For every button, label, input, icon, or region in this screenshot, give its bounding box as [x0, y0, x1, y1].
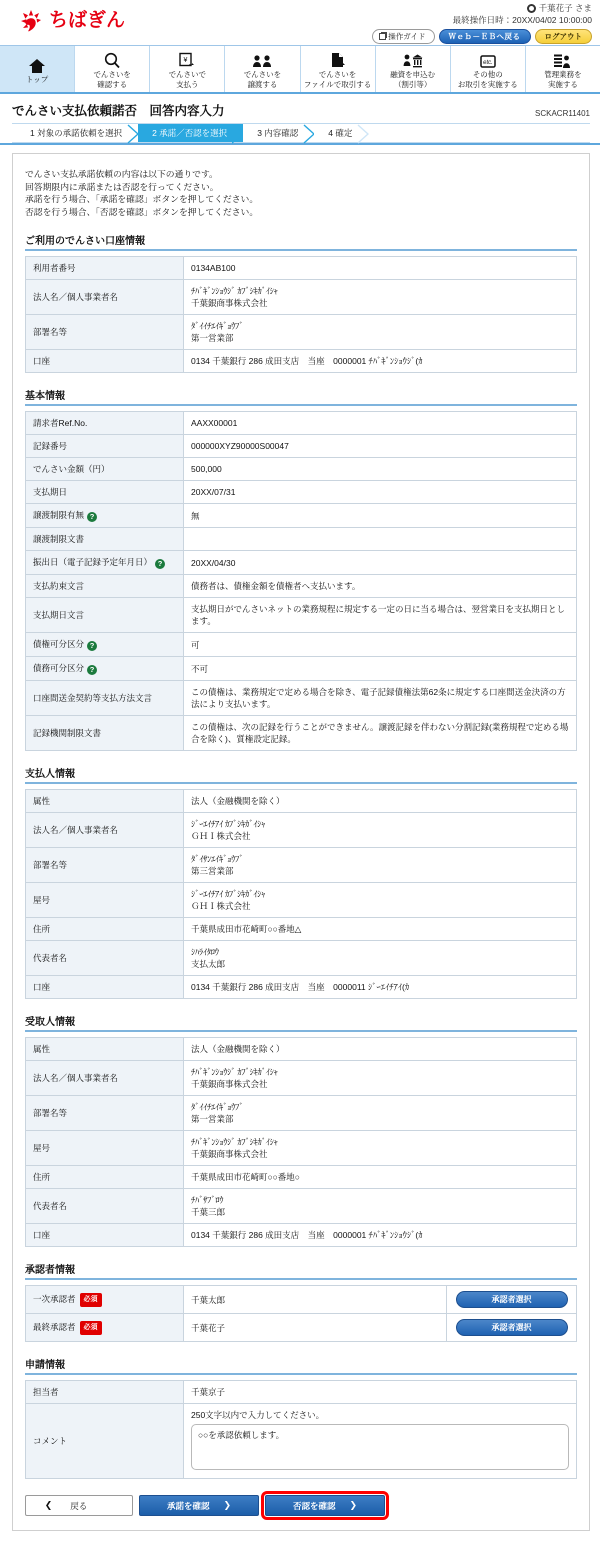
table-account-info	[25, 256, 577, 373]
user-info	[372, 3, 592, 14]
table-row	[26, 1286, 577, 1314]
chevron-right-icon: ❯	[223, 1500, 232, 1510]
table-row	[26, 551, 577, 575]
table-row	[26, 575, 577, 598]
chibagin-flower-logo-icon	[18, 8, 44, 34]
step-3-label: 3 内容確認	[257, 128, 299, 138]
row-value-kana: ﾀﾞｲｲﾁｴｲｷﾞｮｳﾌﾞ	[191, 1102, 244, 1112]
row-value	[184, 848, 577, 883]
row-action	[447, 1314, 577, 1342]
row-value: 債務者は、債権金額を債権者へ支払います。	[184, 575, 577, 598]
row-value: 500,000	[184, 458, 577, 481]
nav-item-top[interactable]	[0, 46, 75, 92]
row-value	[184, 315, 577, 350]
row-label: 振出日（電子記録予定年月日） ?	[26, 551, 184, 575]
row-label: 法人名／個人事業者名	[26, 1061, 184, 1096]
step-3	[243, 124, 314, 142]
step-filler	[368, 124, 590, 142]
row-value	[184, 941, 577, 976]
help-icon[interactable]: ?	[87, 641, 97, 651]
row-label: 支払期日文言	[26, 598, 184, 633]
user-name: 千葉花子 さま	[538, 3, 592, 13]
row-value: 無	[184, 504, 577, 528]
transfer-people-icon	[252, 52, 272, 69]
section-title-application: 申請情報	[25, 1356, 577, 1375]
row-value-kana: ｼﾊﾗｲﾀﾛｳ	[191, 947, 219, 957]
row-value: 可	[184, 633, 577, 657]
row-label: 部署名等	[26, 848, 184, 883]
row-value: 千葉花子	[184, 1314, 447, 1342]
row-value: この債権は、業務規定で定める場合を除き、電子記録債権法第62条に規定する口座間送金決済の方法により支払います。	[184, 681, 577, 716]
bank-icon	[403, 52, 423, 69]
row-value: 千葉太郎	[184, 1286, 447, 1314]
row-label: 最終承認者 必須	[26, 1314, 184, 1342]
title-bar	[0, 94, 600, 123]
row-label: 債権可分区分 ?	[26, 633, 184, 657]
nav-label-confirm-densai: でんさいを 確認する	[93, 70, 131, 89]
table-row	[26, 350, 577, 373]
section-title-basic: 基本情報	[25, 387, 577, 406]
section-title-account: ご利用のでんさい口座情報	[25, 232, 577, 251]
row-label: 記録機関制限文書	[26, 716, 184, 751]
row-value: 0134AB100	[184, 257, 577, 280]
row-label: 口座	[26, 976, 184, 999]
header-right	[372, 3, 592, 44]
table-row	[26, 504, 577, 528]
web-eb-back-button[interactable]: Ｗｅｂ－ＥＢへ戻る	[439, 29, 531, 44]
table-row	[26, 598, 577, 633]
table-row	[26, 976, 577, 999]
row-value-kana: ﾀﾞｲｻﾝｴｲｷﾞｮｳﾌﾞ	[191, 854, 244, 864]
etc-icon	[479, 52, 497, 69]
table-row	[26, 1166, 577, 1189]
step-4	[314, 124, 368, 142]
row-value: AAXX00001	[184, 412, 577, 435]
row-label: 部署名等	[26, 1096, 184, 1131]
row-value	[184, 1131, 577, 1166]
bank-logo[interactable]	[18, 8, 125, 34]
row-label: 属性	[26, 790, 184, 813]
row-value-name: 千葉銀商事株式会社	[191, 1149, 268, 1159]
table-row	[26, 918, 577, 941]
nav-item-other-transactions[interactable]	[451, 46, 526, 92]
row-label: 属性	[26, 1038, 184, 1061]
table-payee-info	[25, 1037, 577, 1247]
row-label: 住所	[26, 1166, 184, 1189]
row-value-name: 千葉銀商事株式会社	[191, 1079, 268, 1089]
table-row	[26, 848, 577, 883]
table-row	[26, 528, 577, 551]
step-indicator	[0, 123, 600, 145]
row-value-kana: ﾁﾊﾞｻﾌﾞﾛｳ	[191, 1195, 224, 1205]
row-label: 譲渡制限有無 ?	[26, 504, 184, 528]
row-value: 千葉県成田市花崎町○○番地○	[184, 1166, 577, 1189]
row-value: 0134 千葉銀行 286 成田支店 当座 0000011 ｼﾞｰｴｲﾁｱｲ(ｶ	[184, 976, 577, 999]
row-value	[184, 1061, 577, 1096]
table-row	[26, 1131, 577, 1166]
chevron-right-icon: ❯	[349, 1500, 358, 1510]
nav-label-admin: 管理業務を 実施する	[544, 70, 582, 89]
table-row	[26, 813, 577, 848]
logo-text: ちばぎん	[49, 10, 126, 31]
row-value-kana: ﾁﾊﾞｷﾞﾝｼｮｳｼﾞ ｶﾌﾞｼｷｶﾞｲｼｬ	[191, 286, 278, 296]
row-label: 代表者名	[26, 1189, 184, 1224]
nav-item-loan-application[interactable]	[376, 46, 451, 92]
row-value	[184, 883, 577, 918]
row-label: 住所	[26, 918, 184, 941]
search-icon	[103, 52, 121, 69]
row-value	[184, 1096, 577, 1131]
back-label: 戻る	[70, 1500, 88, 1511]
row-value-name: 第三営業部	[191, 866, 234, 876]
table-row	[26, 633, 577, 657]
footer-actions	[25, 1495, 577, 1516]
row-value: 000000XYZ90000S00047	[184, 435, 577, 458]
row-value: 法人（金融機関を除く）	[184, 1038, 577, 1061]
row-value-name: 第一営業部	[191, 333, 234, 343]
row-label: 部署名等	[26, 315, 184, 350]
table-row	[26, 1314, 577, 1342]
row-value-name: ＧＨＩ株式会社	[191, 901, 251, 911]
row-label: 口座	[26, 350, 184, 373]
page-header	[0, 0, 600, 45]
table-row	[26, 681, 577, 716]
row-label: 口座	[26, 1224, 184, 1247]
row-value-kana: ｼﾞｰｴｲﾁｱｲ ｶﾌﾞｼｷｶﾞｲｼｬ	[191, 819, 266, 829]
table-row	[26, 941, 577, 976]
row-label: 譲渡制限文書	[26, 528, 184, 551]
table-row	[26, 1038, 577, 1061]
row-label: 一次承認者 必須	[26, 1286, 184, 1314]
table-row	[26, 1096, 577, 1131]
row-value: この債権は、次の記録を行うことができません。譲渡記録を伴わない分割記録(業務規程で定める場合を除く)、質権設定記録。	[184, 716, 577, 751]
lead-line-2: 回答期限内に承諾または否認を行ってください。	[25, 181, 219, 192]
row-value-kana: ﾁﾊﾞｷﾞﾝｼｮｳｼﾞ ｶﾌﾞｼｷｶﾞｲｼｬ	[191, 1067, 278, 1077]
table-row	[26, 790, 577, 813]
row-value	[184, 813, 577, 848]
row-label: コメント	[26, 1404, 184, 1479]
row-label: 支払約束文言	[26, 575, 184, 598]
confirm-deny-button[interactable]	[265, 1495, 385, 1516]
page-title: でんさい支払依頼諾否 回答内容入力	[12, 104, 225, 118]
lead-line-3: 承諾を行う場合、「承諾を確認」ボタンを押してください。	[25, 194, 259, 204]
header-buttons	[372, 29, 592, 44]
table-row	[26, 1404, 577, 1479]
global-navigation	[0, 45, 600, 94]
table-row	[26, 883, 577, 918]
deny-label: 否認を確認	[292, 1500, 336, 1511]
row-label: 代表者名	[26, 941, 184, 976]
step-1	[12, 124, 138, 142]
table-row	[26, 1381, 577, 1404]
table-row	[26, 315, 577, 350]
svg-text:etc.: etc.	[482, 60, 493, 66]
logout-button[interactable]: ログアウト	[535, 29, 593, 44]
table-row	[26, 657, 577, 681]
row-label: 記録番号	[26, 435, 184, 458]
step-arrow-4-icon	[357, 124, 369, 142]
table-row	[26, 1061, 577, 1096]
table-basic-info	[25, 411, 577, 751]
chevron-left-icon: ❮	[44, 1500, 53, 1510]
row-label: 利用者番号	[26, 257, 184, 280]
row-value-name: 千葉三郎	[191, 1207, 226, 1217]
nav-item-pay-densai[interactable]	[150, 46, 225, 92]
home-icon	[28, 57, 46, 74]
help-icon[interactable]: ?	[155, 559, 165, 569]
nav-label-other-transactions: その他の お取引を実施する	[457, 70, 518, 89]
step-2	[138, 124, 243, 142]
table-row	[26, 412, 577, 435]
nav-item-file-transaction[interactable]	[301, 46, 376, 92]
row-value	[184, 1189, 577, 1224]
table-row	[26, 716, 577, 751]
operation-guide-button[interactable]	[372, 29, 434, 44]
nav-item-confirm-densai[interactable]	[75, 46, 150, 92]
row-label: 担当者	[26, 1381, 184, 1404]
external-link-icon	[379, 33, 386, 40]
confirm-approve-button[interactable]	[139, 1495, 259, 1516]
row-value-name: ＧＨＩ株式会社	[191, 831, 251, 841]
table-row	[26, 1224, 577, 1247]
screen-id: SCKACR11401	[535, 109, 590, 118]
lead-line-1: でんさい支払承諾依頼の内容は以下の通りです。	[25, 169, 218, 179]
comment-input[interactable]	[191, 1424, 569, 1470]
file-icon	[329, 52, 347, 69]
pay-icon	[178, 52, 196, 69]
row-value: 支払期日がでんさいネットの業務規程に規定する一定の日に当る場合は、翌営業日を支払期日とします。	[184, 598, 577, 633]
help-icon[interactable]: ?	[87, 665, 97, 675]
table-application-info	[25, 1380, 577, 1479]
operation-guide-label: 操作ガイド	[388, 32, 426, 41]
row-value-name: 第一営業部	[191, 1114, 234, 1124]
step-2-label: 2 承諾／否認を選択	[152, 128, 228, 138]
main-content	[12, 153, 590, 1531]
nav-item-transfer-densai[interactable]	[225, 46, 300, 92]
section-title-payee: 受取人情報	[25, 1013, 577, 1032]
row-value: 0134 千葉銀行 286 成田支店 当座 0000001 ﾁﾊﾞｷﾞﾝｼｮｳｼﾞ(ｶ	[184, 1224, 577, 1247]
table-row	[26, 1189, 577, 1224]
lead-text	[25, 168, 577, 218]
row-value-kana: ﾁﾊﾞｷﾞﾝｼｮｳｼﾞ ｶﾌﾞｼｷｶﾞｲｼｬ	[191, 1137, 278, 1147]
comment-hint: 250文字以内で入力してください。	[191, 1410, 325, 1420]
row-value: 20XX/04/30	[184, 551, 577, 575]
row-value-kana: ﾀﾞｲｲﾁｴｲｷﾞｮｳﾌﾞ	[191, 321, 244, 331]
row-label: 支払期日	[26, 481, 184, 504]
user-avatar-icon	[527, 4, 536, 13]
table-row	[26, 257, 577, 280]
step-4-label: 4 確定	[328, 128, 353, 138]
row-value-name: 千葉銀商事株式会社	[191, 298, 268, 308]
row-label: 屋号	[26, 1131, 184, 1166]
row-value: 不可	[184, 657, 577, 681]
table-payer-info	[25, 789, 577, 999]
table-row	[26, 458, 577, 481]
row-label: 請求者Ref.No.	[26, 412, 184, 435]
row-value	[184, 1404, 577, 1479]
section-title-approver: 承認者情報	[25, 1261, 577, 1280]
row-value: 20XX/07/31	[184, 481, 577, 504]
back-button[interactable]	[25, 1495, 133, 1516]
row-label: 債務可分区分 ?	[26, 657, 184, 681]
approve-label: 承諾を確認	[166, 1500, 210, 1511]
row-value	[184, 280, 577, 315]
table-row	[26, 280, 577, 315]
nav-item-admin[interactable]	[526, 46, 600, 92]
row-label: でんさい金額（円）	[26, 458, 184, 481]
table-row	[26, 481, 577, 504]
nav-label-pay-densai: でんさいで 支払う	[168, 70, 207, 89]
nav-label-loan-application: 融資を申込む （割引等）	[390, 70, 436, 89]
section-title-payer: 支払人情報	[25, 765, 577, 784]
nav-label-transfer-densai: でんさいを 譲渡する	[243, 70, 282, 89]
table-row	[26, 435, 577, 458]
nav-label-top: トップ	[25, 74, 49, 84]
required-badge: 必須	[80, 1293, 102, 1307]
row-value: 0134 千葉銀行 286 成田支店 当座 0000001 ﾁﾊﾞｷﾞﾝｼｮｳｼﾞ(ｶ	[184, 350, 577, 373]
row-label: 屋号	[26, 883, 184, 918]
row-value-name: 支払太郎	[191, 959, 226, 969]
row-label: 口座間送金契約等支払方法文言	[26, 681, 184, 716]
help-icon[interactable]: ?	[87, 512, 97, 522]
select-first-approver-button[interactable]: 承認者選択	[456, 1291, 568, 1308]
row-action	[447, 1286, 577, 1314]
row-value: 千葉県成田市花崎町○○番地△	[184, 918, 577, 941]
nav-label-file-transaction: でんさいを ファイルで取引する	[303, 70, 372, 89]
row-label: 法人名／個人事業者名	[26, 280, 184, 315]
step-1-label: 1 対象の承諾依頼を選択	[30, 128, 123, 138]
row-value: 千葉京子	[184, 1381, 577, 1404]
row-label: 法人名／個人事業者名	[26, 813, 184, 848]
row-value	[184, 528, 577, 551]
svg-text:¥: ¥	[183, 57, 188, 64]
row-value-kana: ｼﾞｰｴｲﾁｱｲ ｶﾌﾞｼｷｶﾞｲｼｬ	[191, 889, 266, 899]
row-value: 法人（金融機関を除く）	[184, 790, 577, 813]
last-operation-time: 最終操作日時：20XX/04/02 10:00:00	[452, 15, 592, 25]
lead-line-4: 否認を行う場合、「否認を確認」ボタンを押してください。	[25, 206, 259, 217]
required-badge: 必須	[80, 1321, 102, 1335]
admin-icon	[553, 52, 572, 69]
select-final-approver-button[interactable]: 承認者選択	[456, 1319, 568, 1336]
